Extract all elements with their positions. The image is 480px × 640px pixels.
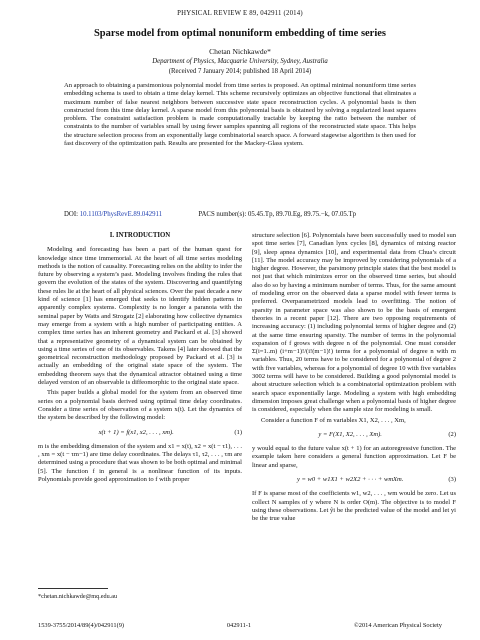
footer-page-number: 042911-1: [226, 622, 252, 629]
paragraph: m is the embedding dimension of the system and x1 = x(t), x2 = x(t − τ1), . . . , xm = x(t − τm−1) are time delay coordinates. The delays τ1, τ2, . . . , τm are determined using a procedure that was shown to be both optimal and minimal [5]. The function f in general is a nonlinear function of its inputs. Polynomials provide good approximation to f with proper: [38, 442, 242, 484]
journal-header: PHYSICAL REVIEW E 89, 042911 (2014): [177, 10, 303, 17]
doi-link[interactable]: 10.1103/PhysRevE.89.042911: [79, 211, 163, 218]
equation-number: (3): [448, 476, 456, 484]
paragraph: This paper builds a global model for the system from an observed time series on a polynomial basis derived using optimal time delay coordinates. Consider a time series of observation of a system x(t). Let the dynamics of the system be described by the following model:: [38, 389, 242, 422]
equation-3: [252, 476, 456, 484]
footer-copyright: ©2014 American Physical Society: [353, 622, 442, 629]
doi-row: [64, 211, 416, 218]
doi-label: DOI:: [64, 211, 78, 218]
paragraph: Consider a function F of m variables X1, X2, . . . , Xm,: [261, 416, 406, 424]
received-date: (Received 7 January 2014; published 18 April 2014): [168, 68, 312, 75]
pacs-numbers: PACS number(s): 05.45.Tp, 89.70.Eg, 89.75.−k, 07.05.Tp: [198, 211, 356, 218]
affiliation: Department of Physics, Macquarie University, Sydney, Australia: [152, 58, 328, 65]
equation-body: y = F(X1, X2, . . . , Xm).: [318, 430, 382, 438]
footnote-email[interactable]: *chetan.nichkawde@mq.edu.au: [38, 593, 118, 600]
footnote-divider: [38, 588, 108, 589]
equation-number: (1): [234, 428, 242, 436]
equation-2: [252, 431, 456, 439]
left-column: [38, 232, 242, 486]
equation-body: x(t + 1) = f(x1, x2, . . . , xm).: [98, 428, 174, 436]
paragraph: y would equal to the future value x(t + 1) for an autoregressive function. The example taken here considers a general function approximation. Let F be linear and sparse,: [252, 445, 456, 469]
paragraph: structure selection [6]. Polynomials have been successfully used to model sun spot time series [7], Canadian lynx cycles [8], dynamics of mixing reactor [9], sleep apnea dynamics [10], and experimental data from Chua’s circuit [11]. The model accuracy may be improved by considering polynomials of a higher degree. However, the parsimony principle states that the best model is not just that which minimizes error on the observed time series, but should also do so by having a minimum number of terms. Thus, for the same amount of modeling error on the observed data a sparse model with fewer terms is preferred. Overparametrized models lead to overfitting. The notion of sparsity in parameter space was also shown to be the basis of emergent theories in a recent paper [12]. There are two opposing requirements of increasing accuracy: (1) including polynomial terms of higher degree and (2) at the same time ensuring sparsity. The number of terms in the polynomial expansion of f grows with degree n of the polynomial. One must consider Σ(i=1..m) (i+m−1)!/(i!(m−1)!) terms for a polynomial of degree n with m variables. Thus, 20 terms have to be considered for a polynomial of degree 2 with five variables, whereas for a polynomial of degree 10 with five variables 3002 terms will have to be considered. Building a good polynomial model is about structure selection which is a combinatorial optimization problem with search space exponentially large. Modeling a system with high embedding dimension imposes great challenge when a polynomial basis of higher degree is considered, especially when the sample size for modeling is small.: [252, 232, 456, 414]
footer-issn: 1539-3755/2014/89(4)/042911(9): [38, 622, 125, 629]
equation-number: (2): [448, 430, 456, 438]
abstract: An approach to obtaining a parsimonious polynomial model from time series is proposed. An optimal minimal nonuniform time series embedding schema is used to obtain a time delay kernel. This scheme recursively optimizes an objective functional that eliminates a maximum number of false nearest neighbors between successive state space reconstruction cycles. A polynomial basis is then constructed from this time delay kernel. A sparse model from this polynomial basis is obtained by solving a regularized least squares problem. The constraint satisfaction problem is made computationally tractable by keeping the ratio between the number of constraints to the number of variables small by using fewer samples spanning all regions of the reconstructed state space. This helps the structure selection process from an exponentially large combinatorial search space. A forward stagewise algorithm is then used for fast discovery of the optimization path. Results are presented for the Mackey-Glass system.: [64, 82, 416, 148]
page-footer: [38, 622, 442, 629]
equation-1: [38, 429, 242, 437]
paragraph: Modeling and forecasting has been a part of the human quest for knowledge since time immemorial. At the heart of all time series modeling methods is the notion of causality. Forecasting relies on the ability to infer the future by observing a system’s past. Modeling involves finding the rules that govern the evolution of the states of the system. Discovering and quantifying these rules lie at the heart of all physical sciences. Over the past decade a new kind of science [1] has emerged that seeks to identify hidden patterns in apparently complex systems. Complexity is no longer a paranoia with the seminal paper by Watts and Strogatz [2] elaborating how collective dynamics may emerge from a system with a high number of participating entities. A complex time series has an inherent geometry and Packard et al. [3] showed that a representative geometry of a dynamical system can be obtained by using a time series of one of its observables. Takens [4] later showed that the geometrical reconstruction methodology proposed by Packard et al. [3] is actually an embedding of the original state space of the system. The embedding theorem says that the dynamical attractor obtained using a time delayed version of an observable is diffeomorphic to the original state space.: [38, 246, 242, 387]
paragraph: If F is sparse most of the coefficients w1, w2, . . . , wm would be zero. Let us collect N samples of y where N is order O(m). The objective is to model F using these observations. Let ŷi be the predicted value of the model and let yi be the true value: [252, 490, 456, 523]
right-column: [252, 232, 456, 526]
paper-title: Sparse model from optimal nonuniform embedding of time series: [93, 28, 387, 39]
author-name: Chetan Nichkawde*: [209, 47, 271, 56]
section-title: I. INTRODUCTION: [109, 232, 171, 239]
equation-body: y = w0 + w1X1 + w2X2 + · · · + wmXm.: [296, 476, 404, 484]
